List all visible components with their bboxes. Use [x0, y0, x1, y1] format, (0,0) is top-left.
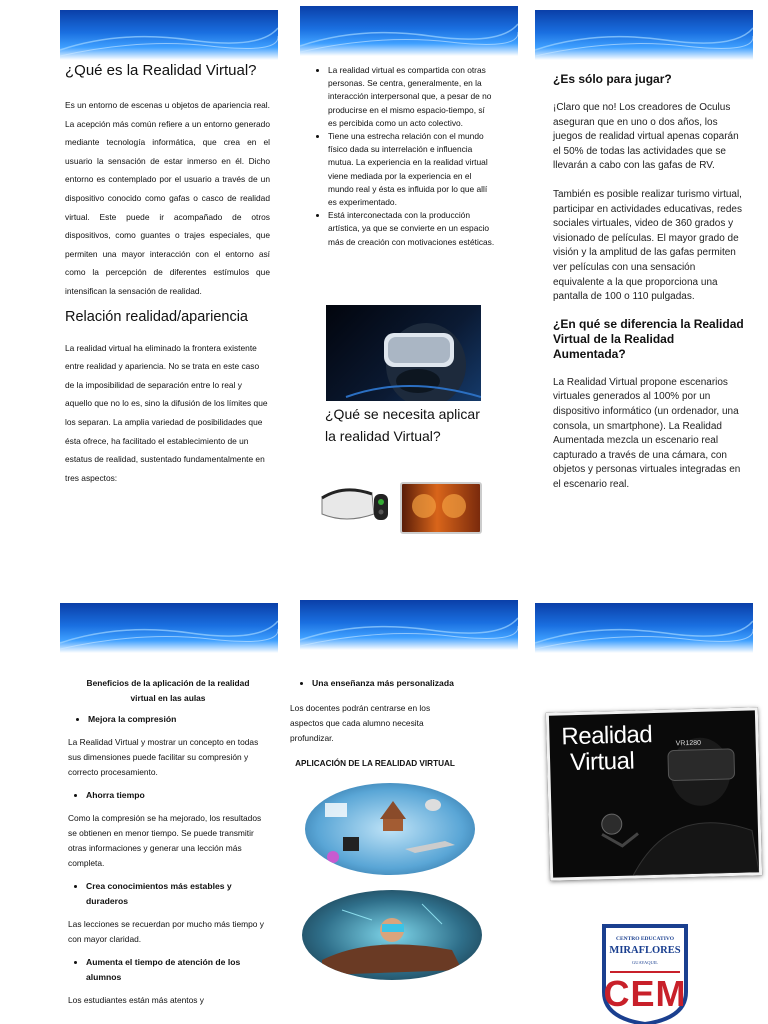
column-4 — [68, 676, 268, 1008]
classroom-vr-oval-image — [302, 890, 482, 980]
heading-que-se-necesita: ¿Qué se necesita aplicar la realidad Virtual? — [325, 406, 480, 444]
list-item: • Está interconectada con la producción artística, ya que se convierte en un espacio más de creación con motivaciones estéticas. — [328, 209, 496, 249]
benefit-atencion: • Aumenta el tiempo de atención de los alumnos — [86, 955, 268, 985]
paragraph-jugar: ¡Claro que no! Los creadores de Oculus aseguran que en uno o dos años, los juegos de realidad virtual apenas coparán el 50% de todas las actividades que se llevarán a cabo con las gafas de RV. — [553, 102, 739, 172]
list-item: • La realidad virtual es compartida con otras personas. Se centra, generalmente, en la interacción interpersonal que, a pesar de no producirse en el mismo espacio-tiempo, sí es percibida como un acto colectivo. — [328, 64, 496, 130]
banner-col2 — [300, 6, 518, 56]
benefit-ahorra-tiempo: • Ahorra tiempo — [86, 788, 268, 803]
school-logo — [600, 922, 690, 1024]
heading-es-solo-para-jugar: ¿Es sólo para jugar? — [553, 72, 672, 86]
vr-headset-photo — [326, 305, 481, 401]
paragraph-que-es: Es un entorno de escenas u objetos de apariencia real. La acepción más común refiere a un entorno generado mediante tecnología informática, que crea en el usuario la sensación de estar inmerso en él. Dicho entorno es contemplado por el usuario a través de un dispositivo conocido como gafas o casco de realidad virtual. Este puede ir acompañado de otros dispositivos, como guantes o trajes especiales, que permiten una mayor interacción con el entorno así como la percepción de diferentes estímulos que intensifican la sensación de realidad. — [65, 100, 270, 296]
column-2 — [310, 64, 496, 249]
paragraph-compresion: La Realidad Virtual y mostrar un concepto en todas sus dimensiones puede facilitar su compresión y correcto procesamiento. — [68, 737, 259, 777]
banner-col5 — [300, 600, 518, 650]
logo-line1: CENTRO EDUCATIVO — [615, 936, 674, 942]
logo-line3: GUAYAQUIL — [631, 960, 659, 965]
vr-goggles-controller-image — [314, 480, 394, 530]
list-item: • Tiene una estrecha relación con el mundo físico dada su interrelación e influencia mutua. La experiencia en la realidad virtual viene mediada por la experiencia en el mundo real y ésta es influida por lo que allí es experimentado. — [328, 130, 496, 209]
cover-title-2: Virtual — [569, 747, 635, 777]
benefit-compresion: • Mejora la compresión — [88, 712, 268, 727]
heading-relacion: Relación realidad/apariencia — [65, 308, 248, 325]
aspects-list — [310, 64, 496, 249]
banner-col4 — [60, 603, 278, 653]
benefit-conocimientos: • Crea conocimientos más estables y duraderos — [86, 879, 268, 909]
paragraph-conocimientos: Las lecciones se recuerdan por mucho más tiempo y con mayor claridad. — [68, 919, 264, 944]
paragraph-turismo: También es posible realizar turismo virtual, participar en actividades educativas, redes sociales virtuales, video de 360 grados y visionado de películas. El mayor grado de visión y la amplitud de las gafas permiten ver películas con una sensación equivalente a la que proporciona una pantalla de 100 o 110 pulgadas. — [553, 188, 742, 303]
banner-col1 — [60, 10, 278, 60]
column-5 — [290, 676, 460, 779]
column-3 — [553, 72, 748, 492]
cover-title-1: Realidad — [561, 721, 653, 751]
paragraph-personalizada: Los docentes podrán centrarse en los aspectos que cada alumno necesita profundizar. — [290, 703, 431, 743]
heading-diferencia: ¿En qué se diferencia la Realidad Virtual de la Realidad Aumentada? — [553, 316, 744, 361]
title-que-es-rv: ¿Qué es la Realidad Virtual? — [65, 62, 257, 79]
logo-letters: CEM — [603, 973, 687, 1014]
column-1 — [65, 62, 270, 487]
heading-aplicacion: APLICACIÓN DE LA REALIDAD VIRTUAL — [295, 759, 455, 768]
logo-line2: MIRAFLORES — [609, 945, 681, 956]
paragraph-relacion: La realidad virtual ha eliminado la frontera existente entre realidad y apariencia. No se trata en este caso de la imposibilidad de separación entre lo real y aquello que no lo es, sino la difusión de los límites que los separan. La amplia variedad de posibilidades que ésta ofrece, ha facilitado el establecimiento de un estatus de realidad, sustentado fundamentalmente en tres aspectos: — [65, 342, 268, 483]
benefit-personalizada: • Una enseñanza más personalizada — [312, 676, 460, 691]
banner-col6 — [535, 603, 753, 653]
headset-label: VR1280 — [675, 739, 702, 748]
vr-phone-image — [400, 482, 482, 534]
banner-col3 — [535, 10, 753, 60]
cover-image — [546, 707, 762, 880]
paragraph-atencion: Los estudiantes están más atentos y — [68, 995, 204, 1005]
paragraph-diferencia: La Realidad Virtual propone escenarios virtuales generados al 100% por un dispositivo informático (un ordenador, una consola, un smartphone). La Realidad Aumentada mezcla un escenario real capturado a través de una cámara, con objetos y personas virtuales integradas en el escenario real. — [553, 376, 741, 490]
applications-oval-image — [305, 783, 475, 875]
heading-beneficios: Beneficios de la aplicación de la realidad virtual en las aulas — [86, 678, 250, 703]
paragraph-ahorra-tiempo: Como la compresión se ha mejorado, los resultados se obtienen en menor tiempo. Se puede transmitir otras informaciones y generar una lección más completa. — [68, 813, 262, 868]
